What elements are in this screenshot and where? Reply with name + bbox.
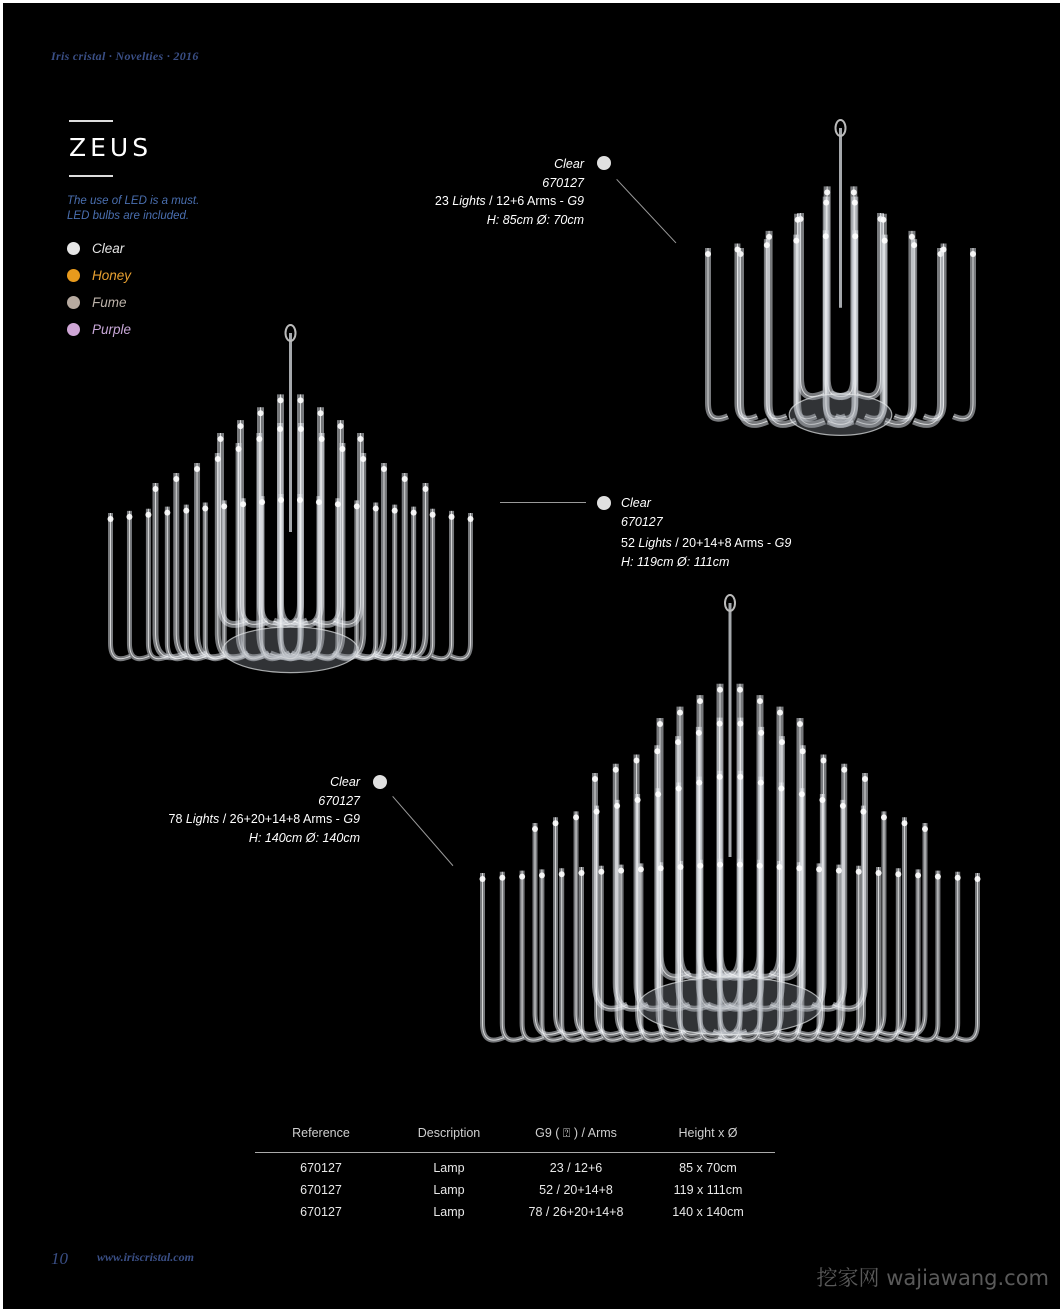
callout-large [169,773,360,847]
callout-small-color: Clear [554,157,584,171]
color-label-purple: Purple [92,322,132,337]
catalog-page [3,3,1060,1309]
spec-header-reference: Reference [292,1126,350,1140]
callout-small-dims: H: 85cm Ø: 70cm [486,212,584,227]
callout-medium-dims: H: 119cm Ø: 111cm [621,554,730,569]
spec-cell-height: 140 x 140cm [672,1205,744,1219]
callout-medium-ref: 670127 [621,514,663,529]
color-swatch-fume [67,296,80,309]
color-option-clear [67,235,131,262]
spec-cell-height: 119 x 111cm [673,1183,743,1197]
callout-small-ref: 670127 [542,175,584,190]
table-row [255,1161,775,1183]
callout-large-ref: 670127 [318,793,360,808]
spec-header-description: Description [417,1126,481,1140]
callout-large-lights: 78 Lights / 26+20+14+8 Arms - G9 [168,812,360,826]
led-note [67,194,199,224]
callout-medium-dot [597,496,611,510]
spec-table [255,1126,775,1227]
color-swatch-clear [67,242,80,255]
callout-large-dot [373,775,387,789]
spec-table-rule [255,1152,775,1153]
chandelier-medium-image [103,323,478,703]
led-note-line1: The use of LED is a must. [67,195,200,207]
callout-small-leader [616,179,676,243]
spec-cell-height: 85 x 70cm [679,1161,737,1175]
table-row [255,1205,775,1227]
title-rule-top [69,120,113,122]
spec-cell-description: Lamp [433,1183,465,1197]
callout-large-color: Clear [330,775,360,789]
title-rule-bottom [69,175,113,177]
spec-cell-reference: 670127 [300,1183,342,1197]
website-link[interactable]: www.iriscristal.com [97,1250,194,1264]
callout-medium-lights: 52 Lights / 20+14+8 Arms - G9 [621,536,792,550]
product-title: ZEUS [69,133,153,162]
callout-small-lights: 23 Lights / 12+6 Arms - G9 [434,194,584,208]
color-label-honey: Honey [92,268,132,283]
spec-cell-arms: 78 / 26+20+14+8 [528,1205,624,1219]
color-label-fume: Fume [92,295,127,310]
callout-large-leader [392,796,453,866]
color-label-clear: Clear [92,241,125,256]
spec-cell-reference: 670127 [300,1161,342,1175]
chandelier-large-image [475,593,985,1073]
callout-large-dims: H: 140cm Ø: 140cm [248,830,360,845]
callout-medium [621,494,791,571]
spec-cell-description: Lamp [433,1205,465,1219]
page-number: 10 [51,1249,68,1268]
color-option-honey [67,262,131,289]
color-option-fume [67,289,131,316]
callout-small-dot [597,156,611,170]
callout-small [435,155,584,229]
spec-cell-arms: 52 / 20+14+8 [539,1183,613,1197]
spec-cell-description: Lamp [433,1161,465,1175]
spec-cell-arms: 23 / 12+6 [549,1161,603,1175]
color-swatch-honey [67,269,80,282]
catalog-header: Iris cristal · Novelties · 2016 [51,49,199,63]
callout-medium-color: Clear [621,496,651,510]
table-row [255,1183,775,1205]
spec-header-arms: G9 ( ⍰ ) / Arms [535,1126,617,1140]
spec-table-header [255,1126,775,1148]
callout-medium-leader [500,502,586,503]
watermark: 挖家网 wajiawang.com [816,1266,1049,1290]
spec-header-height: Height x Ø [678,1126,738,1140]
color-swatch-purple [67,323,80,336]
led-note-line2: LED bulbs are included. [67,210,190,222]
spec-cell-reference: 670127 [300,1205,342,1219]
chandelier-small-image [698,118,983,463]
